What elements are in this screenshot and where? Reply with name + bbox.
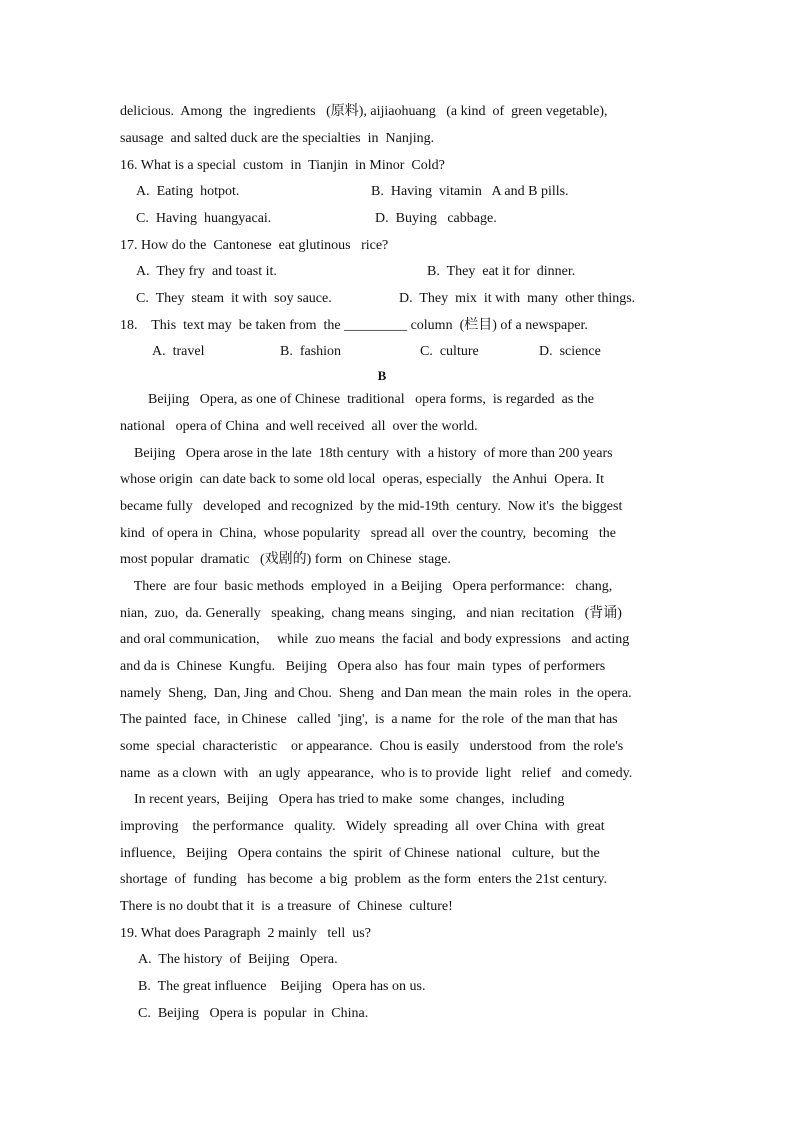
passage-line: influence, Beijing Opera contains the spirit of Chinese national culture, but the — [120, 846, 600, 861]
passage-line: nian, zuo, da. Generally speaking, chang means singing, and nian recitation (背诵) — [120, 606, 622, 621]
passage-line: and oral communication, while zuo means the facial and body expressions and acting — [120, 632, 630, 647]
question-16-stem: 16. What is a special custom in Tianjin in Minor Cold? — [120, 158, 445, 173]
passage-line: sausage and salted duck are the specialties in Nanjing. — [120, 131, 435, 146]
question-16-option-c: C. Having huangyacai. — [136, 211, 272, 226]
passage-line: and da is Chinese Kungfu. Beijing Opera also has four main types of performers — [120, 659, 606, 674]
question-16-option-d: D. Buying cabbage. — [375, 211, 497, 226]
question-18-option-c: C. culture — [420, 344, 479, 359]
question-19-option-c: C. Beijing Opera is popular in China. — [138, 1006, 369, 1021]
passage-line: Beijing Opera, as one of Chinese traditional opera forms, is regarded as the — [120, 392, 594, 407]
question-19-stem: 19. What does Paragraph 2 mainly tell us? — [120, 926, 371, 941]
question-17-option-d: D. They mix it with many other things. — [399, 291, 636, 306]
passage-line: most popular dramatic (戏剧的) form on Chinese stage. — [120, 552, 451, 567]
passage-line: delicious. Among the ingredients (原料), aijiaohuang (a kind of green vegetable), — [120, 104, 608, 119]
passage-line: became fully developed and recognized by the mid-19th century. Now it's the biggest — [120, 499, 623, 514]
passage-line: namely Sheng, Dan, Jing and Chou. Sheng and Dan mean the main roles in the opera. — [120, 686, 632, 701]
question-17-option-b: B. They eat it for dinner. — [427, 264, 576, 279]
question-18-option-a: A. travel — [152, 344, 205, 359]
passage-line: national opera of China and well received all over the world. — [120, 419, 478, 434]
question-16-option-b: B. Having vitamin A and B pills. — [371, 184, 569, 199]
section-b-heading: B — [377, 368, 387, 383]
question-19-option-a: A. The history of Beijing Opera. — [138, 952, 338, 967]
question-17-option-a: A. They fry and toast it. — [136, 264, 277, 279]
passage-line: name as a clown with an ugly appearance, who is to provide light relief and comedy. — [120, 766, 633, 781]
passage-line: improving the performance quality. Widely spreading all over China with great — [120, 819, 605, 834]
passage-line: The painted face, in Chinese called 'jing', is a name for the role of the man that has — [120, 712, 618, 727]
passage-line: whose origin can date back to some old local operas, especially the Anhui Opera. It — [120, 472, 605, 487]
question-18-option-d: D. science — [539, 344, 601, 359]
passage-line: some special characteristic or appearance. Chou is easily understood from the role's — [120, 739, 624, 754]
passage-line: Beijing Opera arose in the late 18th century with a history of more than 200 years — [120, 446, 613, 461]
passage-line: There is no doubt that it is a treasure of Chinese culture! — [120, 899, 453, 914]
passage-line: shortage of funding has become a big problem as the form enters the 21st century. — [120, 872, 608, 887]
question-16-option-a: A. Eating hotpot. — [136, 184, 240, 199]
question-18-stem: 18. This text may be taken from the _________ column (栏目) of a newspaper. — [120, 318, 588, 333]
question-19-option-b: B. The great influence Beijing Opera has on us. — [138, 979, 426, 994]
question-18-option-b: B. fashion — [280, 344, 342, 359]
passage-line: kind of opera in China, whose popularity spread all over the country, becoming the — [120, 526, 616, 541]
passage-line: There are four basic methods employed in a Beijing Opera performance: chang, — [120, 579, 613, 594]
question-17-stem: 17. How do the Cantonese eat glutinous rice? — [120, 238, 389, 253]
passage-line: In recent years, Beijing Opera has tried to make some changes, including — [120, 792, 565, 807]
question-17-option-c: C. They steam it with soy sauce. — [136, 291, 332, 306]
